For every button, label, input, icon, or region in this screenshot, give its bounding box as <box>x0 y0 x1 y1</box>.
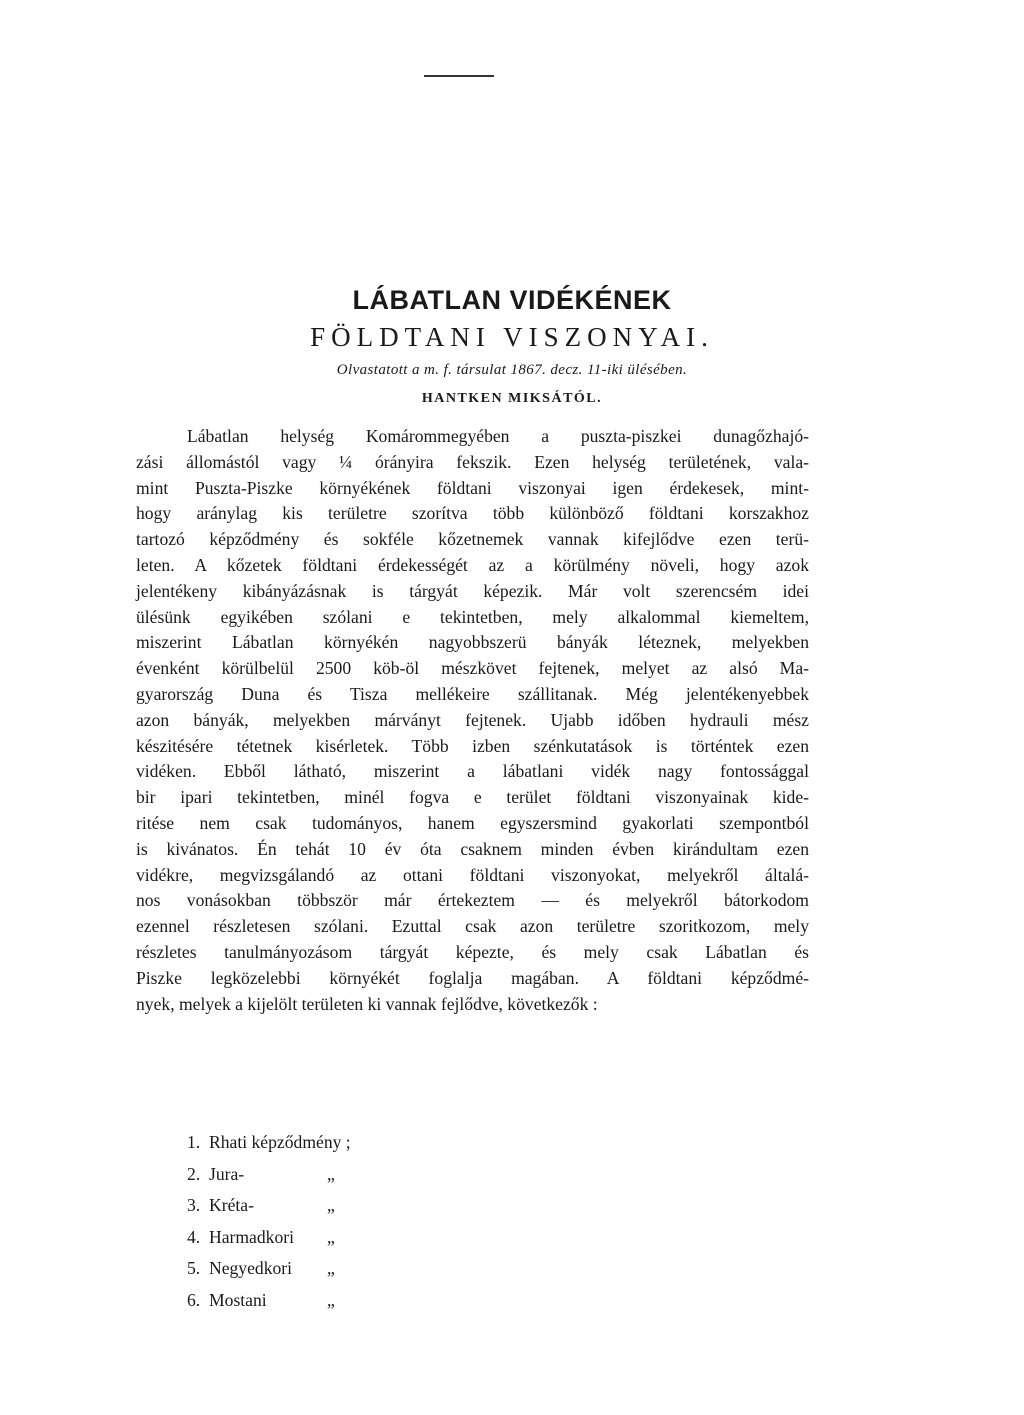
subtitle: Olvastatott a m. f. társulat 1867. decz. 11-iki ülésében. <box>336 362 688 378</box>
list-item-number: 1. <box>187 1132 201 1152</box>
list-item-number: 2. <box>187 1163 201 1184</box>
list-item-number: 3. <box>187 1195 201 1215</box>
list-item <box>187 1190 347 1222</box>
list-item-label: Jura- <box>209 1163 245 1184</box>
formation-list <box>187 1127 351 1316</box>
body-line: ritése nem csak tudományos, hanem egyszersmind gyakorlati szempontból <box>136 812 809 833</box>
ditto-mark: „ <box>327 1163 335 1184</box>
body-line: vidékre, megvizsgálandó az ottani földtani viszonyokat, melyekről általá- <box>136 864 809 885</box>
list-item-label: Mostani <box>209 1289 267 1310</box>
body-line: is kivánatos. Én tehát 10 év óta csaknem minden évben kirándultam ezen <box>136 838 809 859</box>
body-line: Lábatlan helység Komárommegyében a puszta-piszkei dunagőzhajó- <box>187 426 809 446</box>
body-line: nyek, melyek a kijelölt területen ki vannak fejlődve, következők : <box>136 993 598 1014</box>
body-line: azon bányák, melyekben márványt fejtenek. Ujabb időben hydrauli mész <box>136 709 809 730</box>
list-item-number: 5. <box>187 1258 201 1278</box>
body-line: nos vonásokban többször már értekeztem — és melyekről bátorkodom <box>136 890 809 911</box>
body-line: leten. A kőzetek földtani érdekességét az a körülmény növeli, hogy azok <box>136 554 809 575</box>
title-line-1: LÁBATLAN VIDÉKÉNEK <box>352 285 672 315</box>
list-item <box>187 1127 351 1159</box>
title-line-2: FÖLDTANI VISZONYAI. <box>310 322 714 352</box>
ditto-mark: „ <box>327 1226 335 1247</box>
list-item-label: Rhati képződmény ; <box>209 1132 351 1152</box>
list-item <box>187 1159 347 1191</box>
list-item-number: 6. <box>187 1289 201 1310</box>
body-line: miszerint Lábatlan környékén nagyobbszerü bányák léteznek, melyekben <box>136 632 809 653</box>
top-rule <box>424 75 494 77</box>
body-line: gyarország Duna és Tisza mellékeire szállitanak. Még jelentékenyebbek <box>136 683 809 704</box>
body-line: ülésünk egyikében szólani e tekintetben, mely alkalommal kiemeltem, <box>136 606 809 627</box>
list-item <box>187 1253 347 1285</box>
body-line: hogy aránylag kis területre szorítva több különböző földtani korszakhoz <box>136 503 809 524</box>
ditto-mark <box>327 1127 347 1159</box>
body-paragraph <box>136 424 809 1017</box>
list-item <box>187 1285 347 1317</box>
body-line: Piszke legközelebbi környékét foglalja magában. A földtani képződmé- <box>136 967 809 988</box>
list-item-label: Negyedkori <box>209 1258 293 1278</box>
body-line: mint Puszta-Piszke környékének földtani viszonyai igen érdekesek, mint- <box>136 477 809 498</box>
author: HANTKEN MIKSÁTÓL. <box>421 391 603 406</box>
body-line: zási állomástól vagy ¼ órányira fekszik. Ezen helység területének, vala- <box>136 451 809 472</box>
list-item-label: Harmadkori <box>209 1226 295 1247</box>
ditto-mark: „ <box>327 1289 335 1310</box>
body-line: bir ipari tekintetben, minél fogva e terület földtani viszonyainak kide- <box>136 787 809 808</box>
body-line: részletes tanulmányozásom tárgyát képezte, és mely csak Lábatlan és <box>136 941 809 962</box>
body-line: jelentékeny kibányázásnak is tárgyát képezik. Már volt szerencsém idei <box>136 580 809 601</box>
body-line: évenként körülbelül 2500 köb-öl mészkövet fejtenek, melyet az alsó Ma- <box>136 658 809 679</box>
ditto-mark: „ <box>327 1195 335 1215</box>
list-item <box>187 1222 347 1254</box>
ditto-mark: „ <box>327 1258 335 1278</box>
body-line: tartozó képződmény és sokféle kőzetnemek vannak kifejlődve ezen terü- <box>136 529 809 550</box>
body-line: vidéken. Ebből látható, miszerint a lábatlani vidék nagy fontossággal <box>136 761 809 782</box>
body-line: ezennel részletesen szólani. Ezuttal csak azon területre szoritkozom, mely <box>136 916 809 937</box>
list-item-label: Kréta- <box>209 1195 254 1215</box>
body-line: készitésére tétetnek kisérletek. Több izben szénkutatások is történtek ezen <box>136 735 809 756</box>
list-item-number: 4. <box>187 1226 201 1247</box>
